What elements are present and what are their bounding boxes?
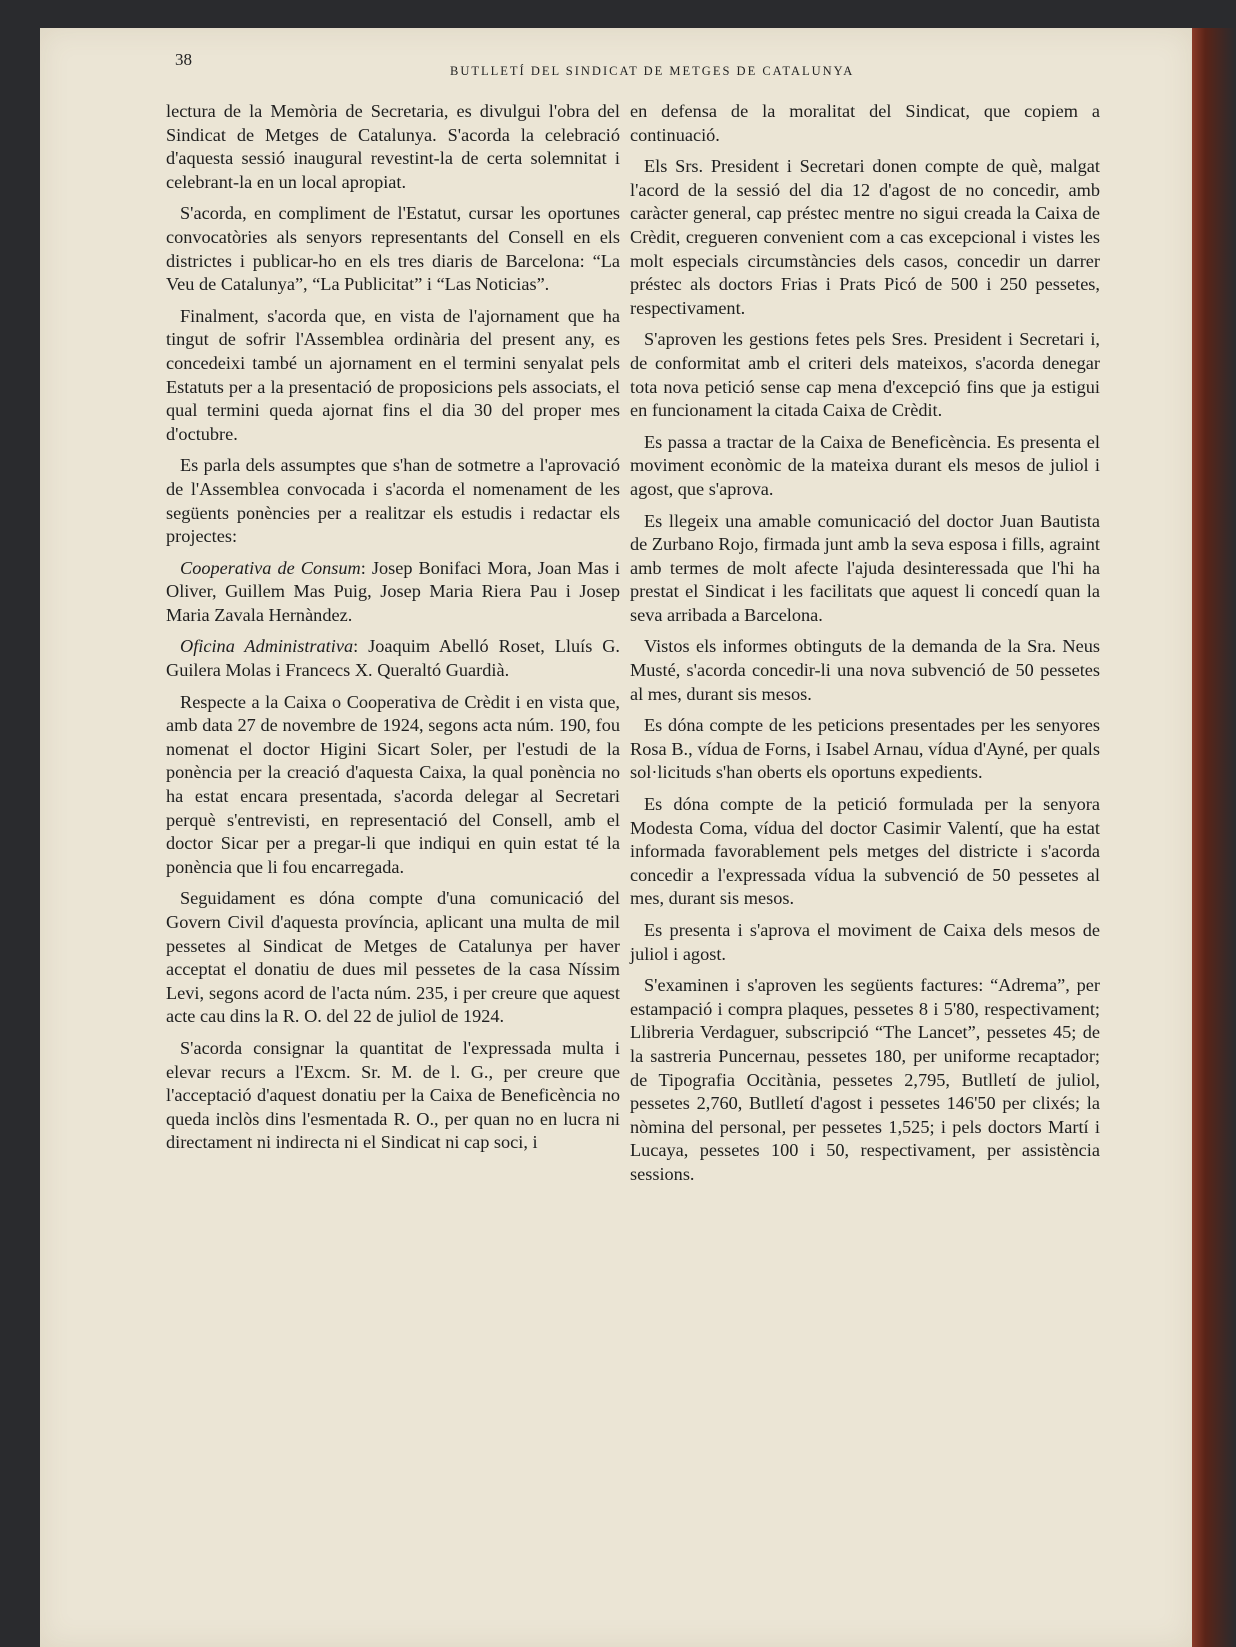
document-page (40, 28, 1192, 1647)
paragraph: S'examinen i s'aproven les següents factures: “Adrema”, per estampació i compra plaques, pessetes 8 i 5'80, respectivament; Llibreria Verdaguer, subscripció “The Lancet”, pessetes 45; de la sastreria Puncernau, pessetes 180, per uniforme recaptador; de Tipografia Occitània, pessetes 2,795, Butlletí de juliol, pessetes 2,760, Butlletí d'agost i pessetes 146'50 per clixés; la nòmina del personal, per pessetes 1,525; i pels doctors Martí i Lucaya, pessetes 100 i 50, respectivament, per assistència sessions. (630, 975, 1100, 1184)
ponencia-members: : Josep Bonifaci Mora, Joan Mas i Oliver, Guillem Mas Puig, Josep Maria Riera Pau i Josep Maria Zavala Hernàndez. (166, 557, 620, 625)
paragraph (166, 635, 620, 682)
ponencia-label: Cooperativa de Consum (180, 557, 361, 578)
paragraph: Finalment, s'acorda que, en vista de l'ajornament que ha tingut de sofrir l'Assemblea ordinària del present any, es concedeixi també un ajornament en el termini senyalat pels Estatuts per a la presentació de proposicions pels associats, el qual termini queda ajornat fins el dia 30 del proper mes d'octubre. (166, 305, 620, 444)
left-column (166, 100, 620, 1163)
running-header: BUTLLETÍ DEL SINDICAT DE METGES DE CATALUNYA (450, 64, 855, 78)
paragraph: Vistos els informes obtinguts de la demanda de la Sra. Neus Musté, s'acorda concedir-li una nova subvenció de 50 pessetes al mes, durant sis mesos. (630, 636, 1100, 704)
paragraph: Es presenta i s'aprova el moviment de Caixa dels mesos de juliol i agost. (630, 920, 1100, 964)
paragraph: Els Srs. President i Secretari donen compte de què, malgat l'acord de la sessió del dia 12 d'agost de no concedir, amb caràcter general, cap préstec mentre no sigui creada la Caixa de Crèdit, cregueren convenient com a cas excepcional i vistes les molt especials circumstàncies dels casos, concedir un darrer préstec als doctors Frias i Prats Picó de 500 i 250 pessetes, respectivament. (630, 156, 1100, 318)
paragraph: Es llegeix una amable comunicació del doctor Juan Bautista de Zurbano Rojo, firmada junt amb la seva esposa i fills, agraint amb termes de molt afecte l'ajuda desinteressada que l'hi ha prestat el Sindicat i les facilitats que aquest li concedí quan la seva arribada a Barcelona. (630, 510, 1100, 625)
paragraph: S'acorda, en compliment de l'Estatut, cursar les oportunes convocatòries als senyors representants del Consell en els districtes i publicar-ho en els tres diaris de Barcelona: “La Veu de Catalunya”, “La Publicitat” i “Las Noticias”. (166, 203, 620, 295)
page-number: 38 (175, 50, 192, 69)
ponencia-label: Oficina Administrativa (180, 636, 354, 657)
paragraph: Es dóna compte de la petició formulada per la senyora Modesta Coma, vídua del doctor Casimir Valentí, que ha estat informada favorablement pels metges del districte i s'acorda concedir a l'expressada vídua la subvenció de 50 pessetes al mes, durant sis mesos. (630, 794, 1100, 909)
paragraph: Es parla dels assumptes que s'han de sotmetre a l'aprovació de l'Assemblea convocada i s'acorda el nomenament de les següents ponències per a realitzar els estudis i redactar els projectes: (166, 455, 620, 547)
paragraph: S'aproven les gestions fetes pels Sres. President i Secretari i, de conformitat amb el criteri dels mateixos, s'acorda denegar tota nova petició sense cap mena d'excepció fins que ja estigui en funcionament la citada Caixa de Crèdit. (630, 329, 1100, 421)
paragraph (166, 557, 620, 628)
paragraph: en defensa de la moralitat del Sindicat, que copiem a continuació. (630, 101, 1100, 145)
paragraph: Seguidament es dóna compte d'una comunicació del Govern Civil d'aquesta província, aplicant una multa de mil pessetes al Sindicat de Metges de Catalunya per haver acceptat el donatiu de dues mil pessetes de la casa Níssim Levi, segons acord de l'acta núm. 235, i per creure que aquest acte cau dins la R. O. del 22 de juliol de 1924. (166, 888, 620, 1027)
paragraph: Es passa a tractar de la Caixa de Beneficència. Es presenta el moviment econòmic de la mateixa durant els mesos de juliol i agost, que s'aprova. (630, 431, 1100, 499)
paragraph: Es dóna compte de les peticions presentades per les senyores Rosa B., vídua de Forns, i Isabel Arnau, vídua d'Ayné, per quals sol·licituds s'han oberts els oportuns expedients. (630, 715, 1100, 783)
paragraph: Respecte a la Caixa o Cooperativa de Crèdit i en vista que, amb data 27 de novembre de 1924, segons acta núm. 190, fou nomenat el doctor Higini Sicart Soler, per l'estudi de la ponència per la creació d'aquesta Caixa, la qual ponència no ha estat encara presentada, s'acorda delegar al Secretari perquè s'entrevisti, en representació del Consell, amb el doctor Sicar per a pregar-li que indiqui en quin estat té la ponència que li fou encarregada. (166, 691, 620, 877)
ponencia-members: : Joaquim Abelló Roset, Lluís G. Guilera Molas i Francecs X. Queraltó Guardià. (166, 636, 620, 681)
right-column (630, 100, 1100, 1195)
paragraph: lectura de la Memòria de Secretaria, es divulgui l'obra del Sindicat de Metges de Catalunya. S'acorda la celebració d'aquesta sessió inaugural revestint-la de certa solemnitat i celebrant-la en un local apropiat. (166, 101, 620, 192)
book-spine (1192, 28, 1236, 1647)
paragraph: S'acorda consignar la quantitat de l'expressada multa i elevar recurs a l'Excm. Sr. M. de l. G., per creure que l'acceptació d'aquest donatiu per la Caixa de Beneficència no queda inclòs dins l'esmentada R. O., per quan no en lucra ni directament ni indirecta ni el Sindicat ni cap soci, i (166, 1037, 620, 1153)
